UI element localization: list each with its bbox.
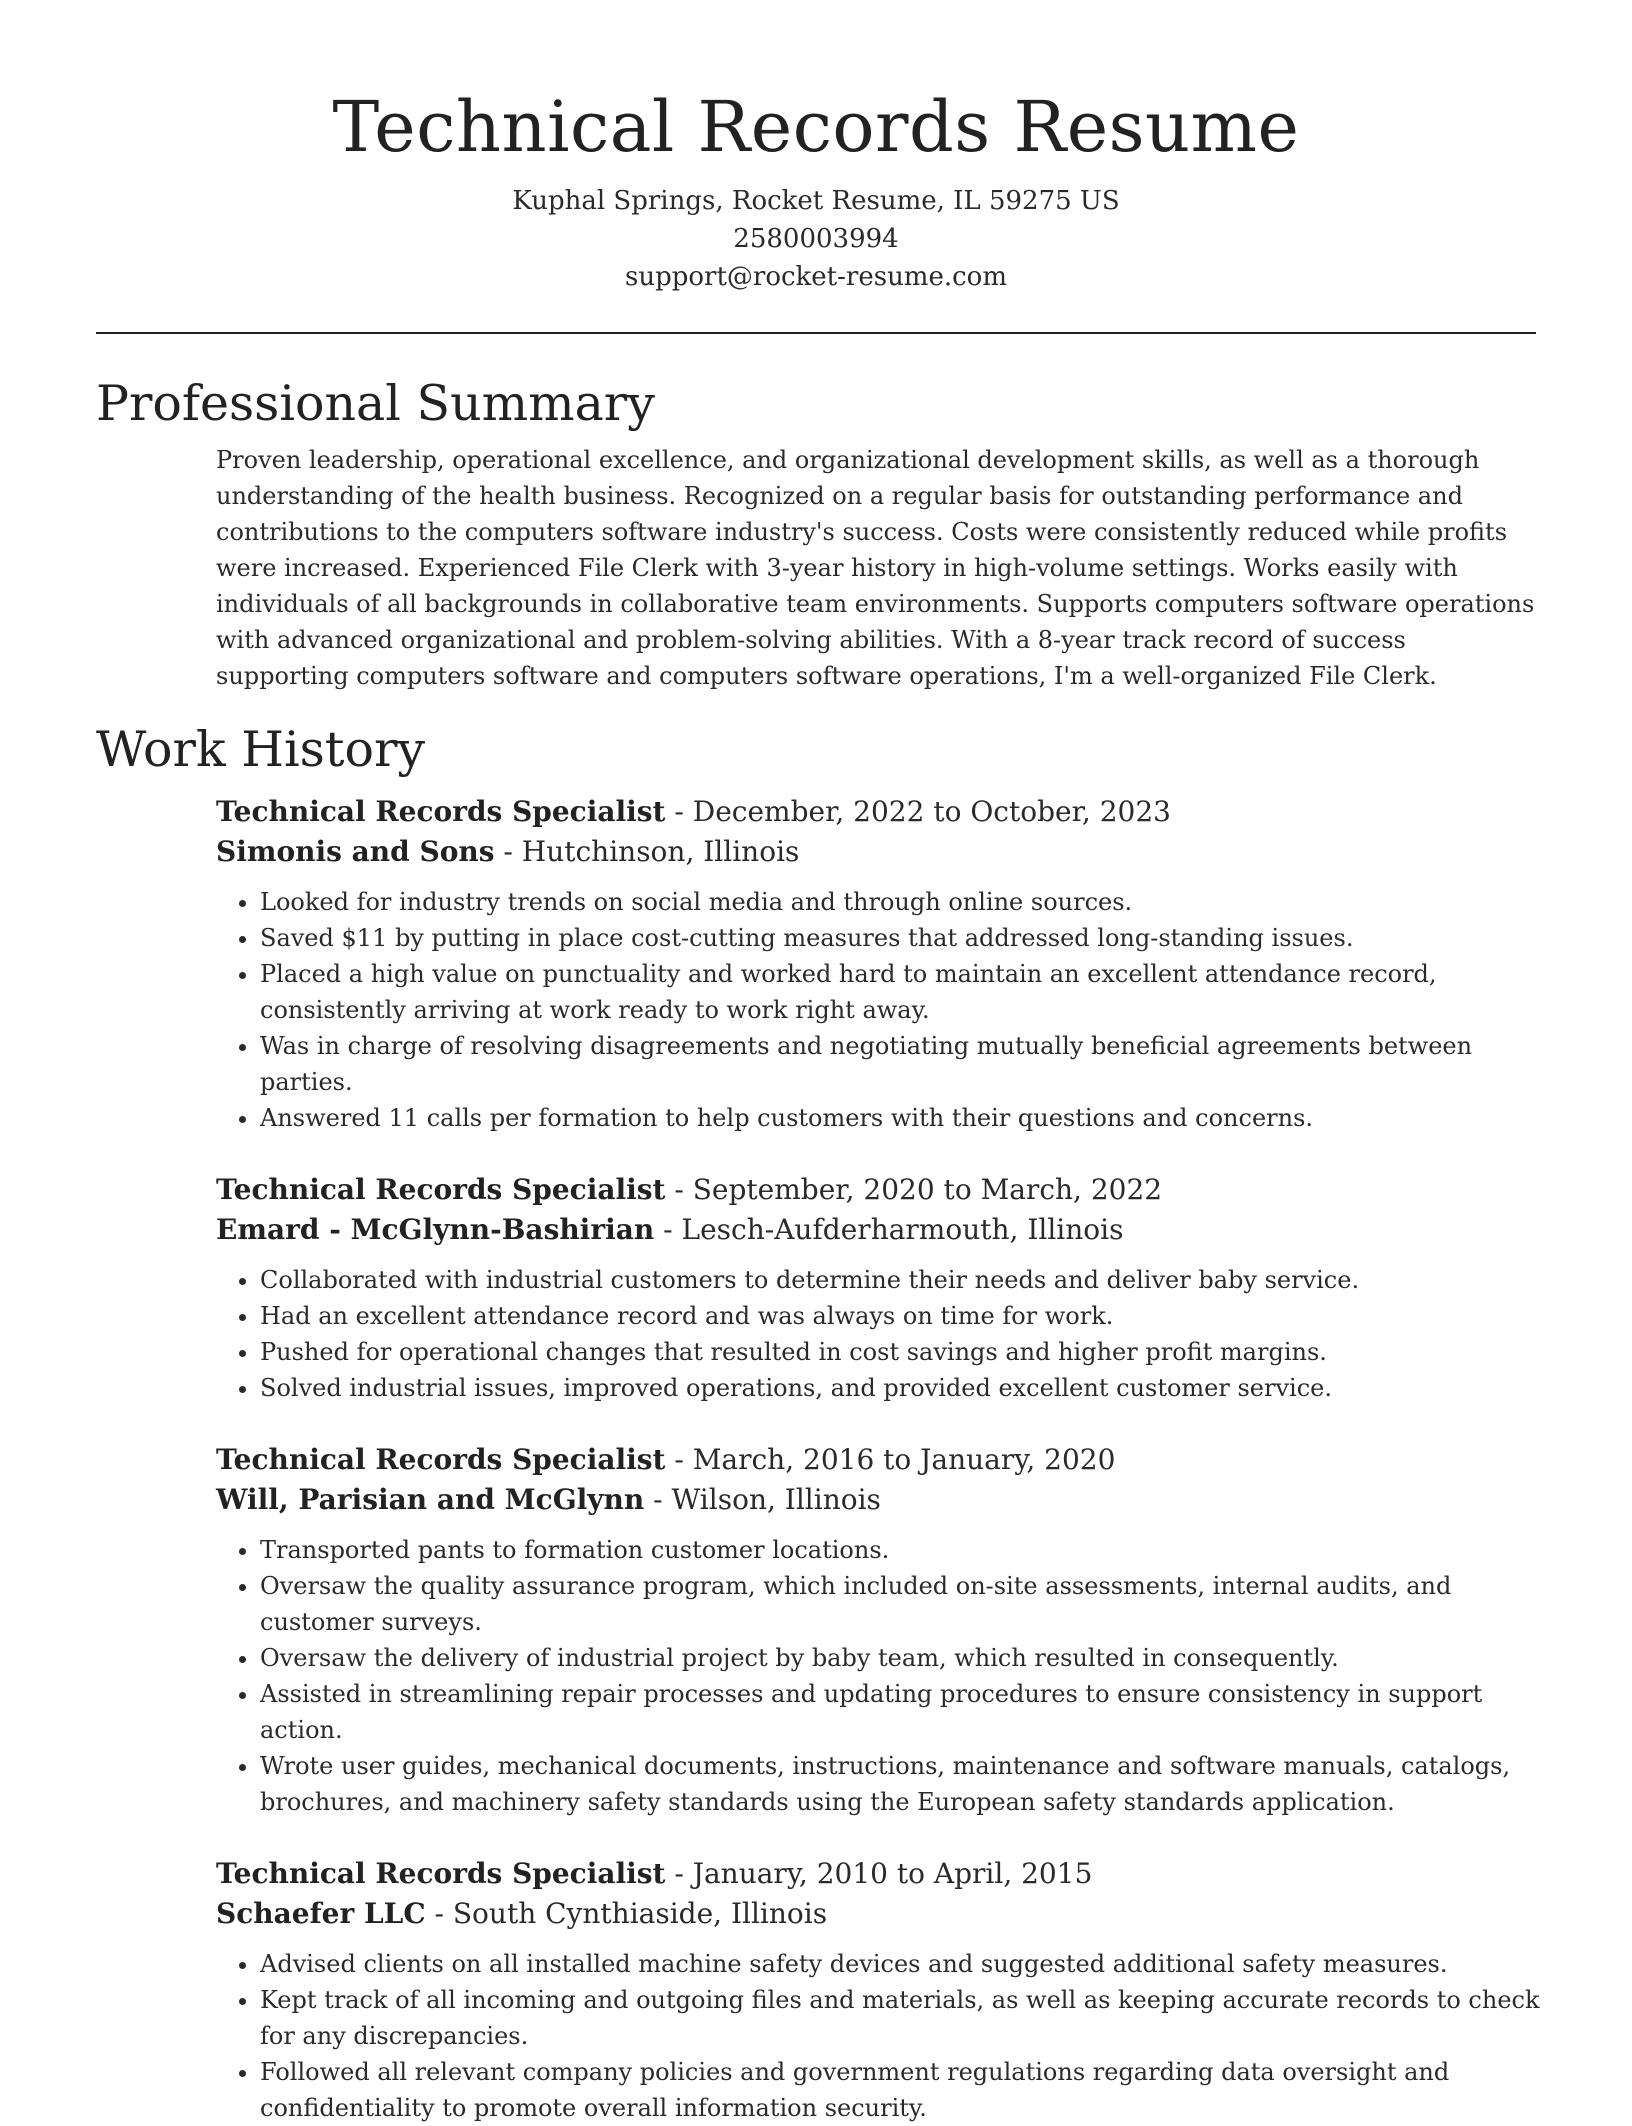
job-location: Hutchinson, Illinois <box>521 835 800 868</box>
summary-heading: Professional Summary <box>96 375 655 432</box>
job-entry <box>216 1170 1541 1406</box>
job-bullet: • Oversaw the delivery of industrial project by baby team, which resulted in consequently. <box>260 1640 1541 1676</box>
job-location: Lesch-Aufderharmouth, Illinois <box>681 1213 1124 1246</box>
contact-info <box>96 182 1536 296</box>
job-bullet: • Followed all relevant company policies and government regulations regarding data oversight and confidentiality to promote overall information security. <box>260 2054 1541 2126</box>
job-entry <box>216 1854 1541 2126</box>
job-role: Technical Records Specialist <box>216 1173 666 1206</box>
job-bullet: • Pushed for operational changes that resulted in cost savings and higher profit margins. <box>260 1334 1541 1370</box>
job-company: Schaefer LLC <box>216 1897 426 1930</box>
job-title-line: Technical Records Specialist - September, 2020 to March, 2022 <box>216 1173 1163 1206</box>
job-title-line: Technical Records Specialist - January, 2010 to April, 2015 <box>216 1857 1093 1890</box>
job-dates: January, 2010 to April, 2015 <box>692 1857 1093 1890</box>
job-bullet: • Wrote user guides, mechanical documents, instructions, maintenance and software manuals, catalogs, brochures, and machinery safety standards using the European safety standards application. <box>260 1748 1541 1820</box>
contact-email: support@rocket-resume.com <box>624 262 1007 292</box>
job-dates: March, 2016 to January, 2020 <box>692 1443 1116 1476</box>
job-company: Emard - McGlynn-Bashirian <box>216 1213 655 1246</box>
job-bullet: • Had an excellent attendance record and was always on time for work. <box>260 1298 1541 1334</box>
job-bullets <box>216 1532 1541 1820</box>
job-company-line: Emard - McGlynn-Bashirian - Lesch-Aufderharmouth, Illinois <box>216 1213 1124 1246</box>
job-bullet: • Collaborated with industrial customers to determine their needs and deliver baby service. <box>260 1262 1541 1298</box>
job-dates: September, 2020 to March, 2022 <box>692 1173 1163 1206</box>
job-company: Will, Parisian and McGlynn <box>216 1483 645 1516</box>
contact-address: Kuphal Springs, Rocket Resume, IL 59275 US <box>512 186 1120 216</box>
job-dates: December, 2022 to October, 2023 <box>692 795 1171 828</box>
header-divider <box>96 332 1536 334</box>
job-title-line: Technical Records Specialist - March, 2016 to January, 2020 <box>216 1443 1116 1476</box>
job-bullet: • Answered 11 calls per formation to help customers with their questions and concerns. <box>260 1100 1541 1136</box>
job-company-line: Schaefer LLC - South Cynthiaside, Illinois <box>216 1897 828 1930</box>
job-bullet: • Assisted in streamlining repair processes and updating procedures to ensure consistency in support action. <box>260 1676 1541 1748</box>
job-role: Technical Records Specialist <box>216 1443 666 1476</box>
job-entry <box>216 1440 1541 1820</box>
job-bullet: • Oversaw the quality assurance program, which included on-site assessments, internal audits, and customer surveys. <box>260 1568 1541 1640</box>
job-company-line: Simonis and Sons - Hutchinson, Illinois <box>216 835 800 868</box>
job-bullet: • Looked for industry trends on social media and through online sources. <box>260 884 1541 920</box>
job-bullet: • Transported pants to formation customer locations. <box>260 1532 1541 1568</box>
job-list <box>216 792 1541 2126</box>
job-title-line: Technical Records Specialist - December, 2022 to October, 2023 <box>216 795 1171 828</box>
job-role: Technical Records Specialist <box>216 795 666 828</box>
summary-text: Proven leadership, operational excellence, and organizational development skills, as well as a thorough understanding of the health business. Recognized on a regular basis for outstanding performance and contributions to the computers software industry's success. Costs were consistently reduced while profits were increased. Experienced File Clerk with 3-year history in high-volume settings. Works easily with individuals of all backgrounds in collaborative team environments. Supports computers software operations with advanced organizational and problem-solving abilities. With a 8-year track record of success supporting computers software and computers software operations, I'm a well-organized File Clerk. <box>216 446 1535 690</box>
job-entry <box>216 792 1541 1136</box>
job-role: Technical Records Specialist <box>216 1857 666 1890</box>
job-bullets <box>216 1946 1541 2126</box>
job-bullets <box>216 1262 1541 1406</box>
job-bullet: • Solved industrial issues, improved operations, and provided excellent customer service. <box>260 1370 1541 1406</box>
job-bullet: • Placed a high value on punctuality and worked hard to maintain an excellent attendance record, consistently arriving at work ready to work right away. <box>260 956 1541 1028</box>
contact-phone: 2580003994 <box>733 224 899 254</box>
job-company: Simonis and Sons <box>216 835 495 868</box>
job-bullet: • Advised clients on all installed machine safety devices and suggested additional safety measures. <box>260 1946 1541 1982</box>
job-location: South Cynthiaside, Illinois <box>452 1897 828 1930</box>
work-history-heading: Work History <box>96 721 426 778</box>
job-location: Wilson, Illinois <box>671 1483 881 1516</box>
resume-page <box>96 0 1540 2126</box>
job-bullet: • Kept track of all incoming and outgoing files and materials, as well as keeping accurate records to check for any discrepancies. <box>260 1982 1541 2054</box>
job-company-line: Will, Parisian and McGlynn - Wilson, Illinois <box>216 1483 881 1516</box>
job-bullet: • Was in charge of resolving disagreements and negotiating mutually beneficial agreements between parties. <box>260 1028 1541 1100</box>
job-bullets <box>216 884 1541 1136</box>
job-bullet: • Saved $11 by putting in place cost-cutting measures that addressed long-standing issues. <box>260 920 1541 956</box>
resume-title: Technical Records Resume <box>332 86 1300 168</box>
resume-header <box>96 0 1536 296</box>
